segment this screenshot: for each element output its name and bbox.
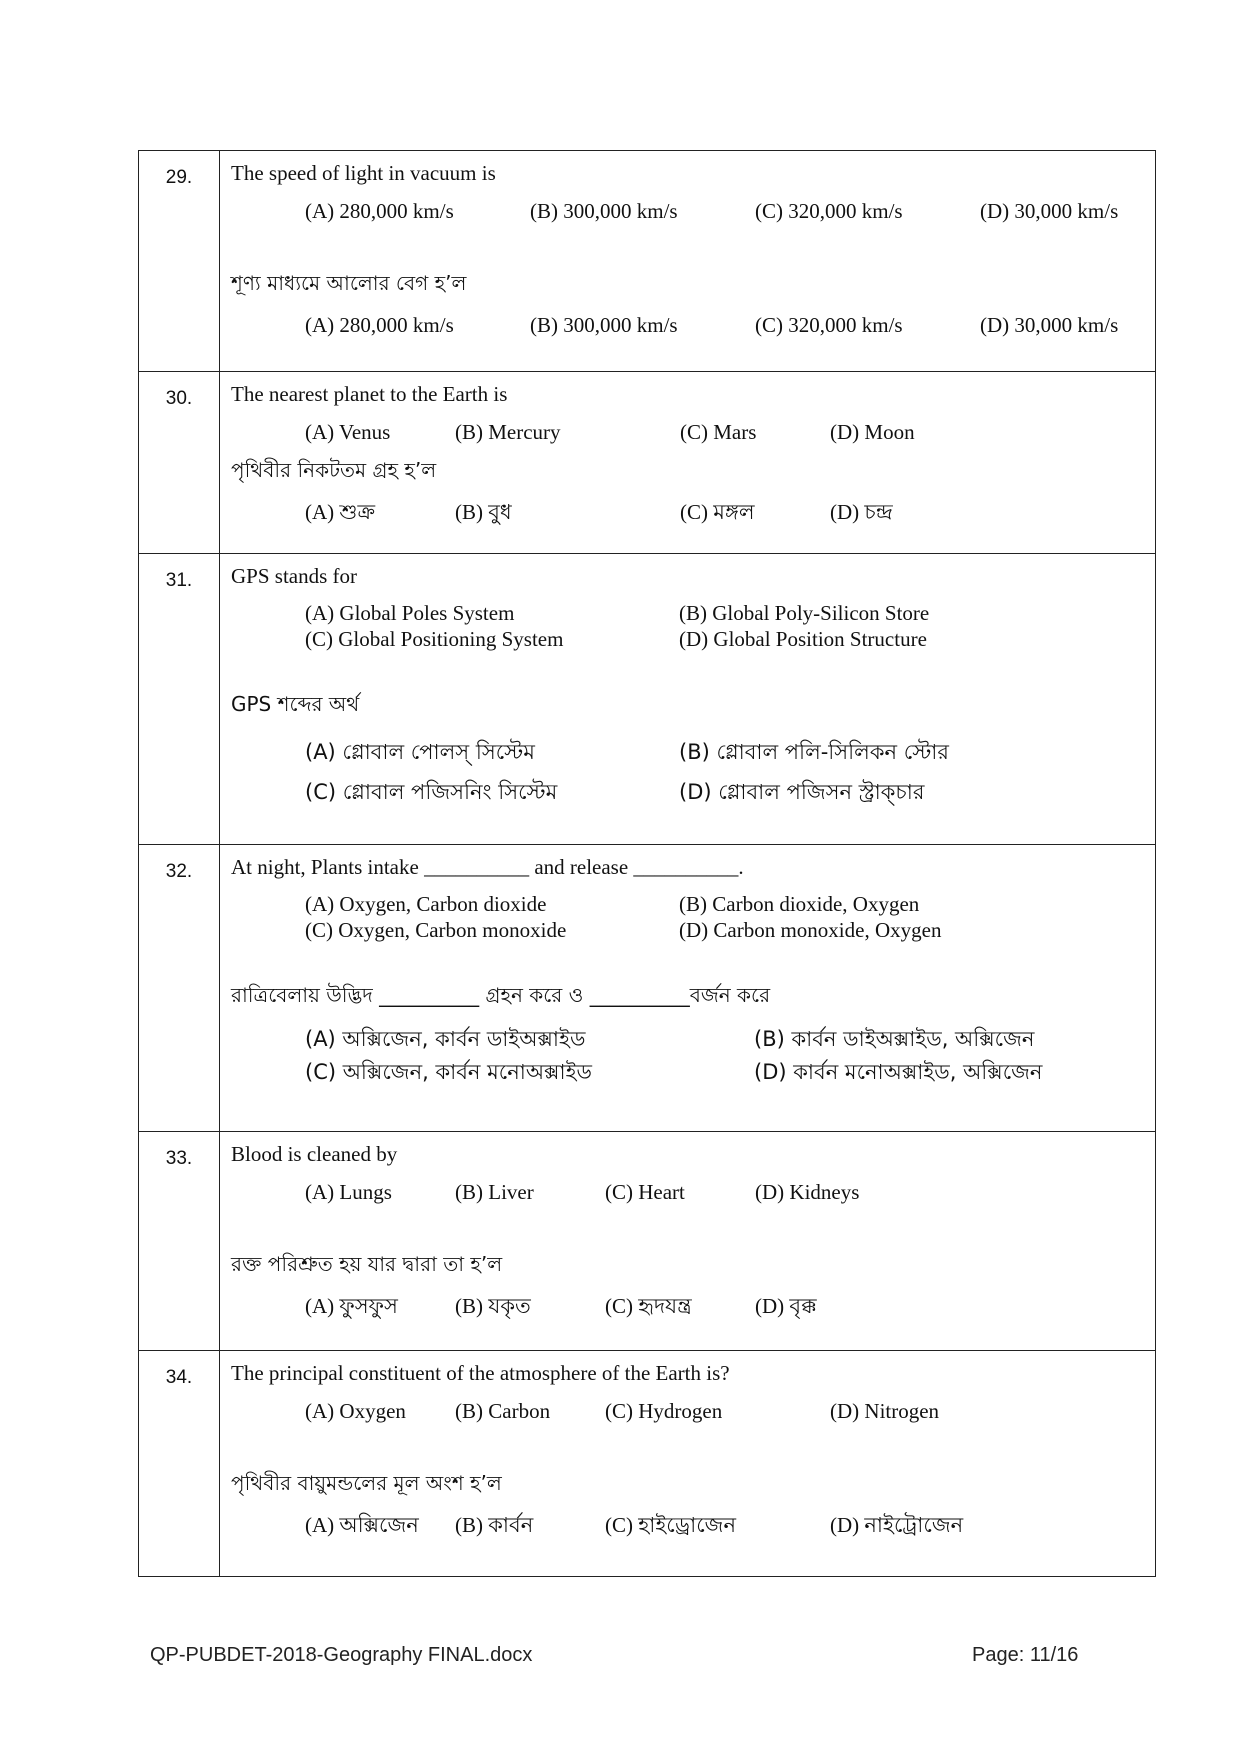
question-text-bn: পৃথিবীর নিকটতম গ্রহ হ’ল: [231, 458, 437, 482]
option-a: (A) 280,000 km/s: [305, 199, 454, 223]
question-text-en: The principal constituent of the atmosphere of the Earth is?: [231, 1361, 730, 1385]
option-a: (A) Oxygen, Carbon dioxide: [305, 892, 547, 916]
option-d: (D) Kidneys: [755, 1180, 860, 1204]
options-en: [231, 891, 1145, 943]
question-text-bn: শূণ্য মাধ্যমে আলোর বেগ হ’ল: [231, 271, 467, 295]
option-c: (C) 320,000 km/s: [755, 199, 903, 223]
options-en: [231, 1178, 1145, 1206]
option-d: (D) Moon: [830, 420, 915, 444]
option-d: (D) Carbon monoxide, Oxygen: [679, 918, 942, 942]
question-text-en: Blood is cleaned by: [231, 1142, 398, 1166]
option-b: (B) Carbon dioxide, Oxygen: [679, 892, 920, 916]
option-d: (D) বৃক্ক: [755, 1294, 817, 1318]
question-text-en: The nearest planet to the Earth is: [231, 382, 508, 406]
option-b: (B) 300,000 km/s: [530, 313, 678, 337]
option-a: (A) Lungs: [305, 1180, 392, 1204]
option-d: (D) চন্দ্র: [830, 500, 893, 524]
option-d: (D) কার্বন মনোঅক্সাইড, অক্সিজেন: [754, 1060, 1043, 1084]
option-c: (C) Global Positioning System: [305, 627, 564, 651]
option-a: (A) গ্লোবাল পোলস্ সিস্টেম: [305, 740, 535, 764]
question-number: 34.: [139, 1351, 220, 1577]
option-b: (B) বুধ: [455, 500, 512, 524]
option-b: (B) 300,000 km/s: [530, 199, 678, 223]
option-c: (C) অক্সিজেন, কার্বন মনোঅক্সাইড: [305, 1060, 592, 1084]
option-b: (B) যকৃত: [455, 1294, 531, 1318]
footer-page-number: Page: 11/16: [972, 1644, 1079, 1666]
footer-filename: QP-PUBDET-2018-Geography FINAL.docx: [150, 1644, 533, 1666]
question-text-en: The speed of light in vacuum is: [231, 161, 496, 185]
option-a: (A) ফুসফুস: [305, 1294, 398, 1318]
option-c: (C) Hydrogen: [605, 1399, 723, 1423]
question-text-bn: GPS শব্দের অর্থ: [231, 692, 360, 716]
question-number: 29.: [139, 151, 220, 372]
option-d: (D) Nitrogen: [830, 1399, 940, 1423]
options-en: [231, 1397, 1145, 1425]
question-text-bn: পৃথিবীর বায়ুমন্ডলের মূল অংশ হ’ল: [231, 1471, 502, 1495]
question-row-34: [139, 1351, 1156, 1577]
option-c: (C) হৃদযন্ত্র: [605, 1294, 692, 1318]
options-en: [231, 197, 1145, 225]
option-d: (D) নাইট্রোজেন: [830, 1513, 964, 1537]
option-d: (D) 30,000 km/s: [980, 199, 1119, 223]
option-c: (C) হাইড্রোজেন: [605, 1513, 736, 1537]
question-number: 33.: [139, 1132, 220, 1351]
question-row-32: [139, 845, 1156, 1132]
option-b: (B) গ্লোবাল পলি-সিলিকন স্টোর: [679, 740, 949, 764]
question-row-31: [139, 554, 1156, 845]
question-text-en: GPS stands for: [231, 564, 358, 588]
option-c: (C) Mars: [680, 420, 757, 444]
question-text-bn: রাত্রিবেলায় উদ্ভিদ __________ গ্রহন করে ও __________বর্জন করে: [231, 983, 771, 1007]
option-b: (B) কার্বন ডাইঅক্সাইড, অক্সিজেন: [754, 1027, 1035, 1051]
options-bn: [231, 498, 1145, 526]
option-b: (B) কার্বন: [455, 1513, 534, 1537]
option-a: (A) শুক্র: [305, 500, 376, 524]
option-b: (B) Carbon: [455, 1399, 551, 1423]
question-row-33: [139, 1132, 1156, 1351]
question-number: 32.: [139, 845, 220, 1132]
option-c: (C) 320,000 km/s: [755, 313, 903, 337]
question-row-29: [139, 151, 1156, 372]
options-en: [231, 418, 1145, 446]
options-bn: [231, 1292, 1145, 1320]
option-a: (A) অক্সিজেন, কার্বন ডাইঅক্সাইড: [305, 1027, 586, 1051]
option-d: (D) 30,000 km/s: [980, 313, 1119, 337]
option-c: (C) মঙ্গল: [680, 500, 755, 524]
options-bn: [231, 311, 1145, 339]
option-c: (C) গ্লোবাল পজিসনিং সিস্টেম: [305, 780, 558, 804]
options-bn: [231, 732, 1145, 812]
option-c: (C) Heart: [605, 1180, 685, 1204]
question-number: 31.: [139, 554, 220, 845]
option-d: (D) গ্লোবাল পজিসন স্ট্রাক্চার: [679, 780, 925, 804]
option-a: (A) Venus: [305, 420, 391, 444]
option-b: (B) Global Poly-Silicon Store: [679, 601, 930, 625]
options-bn: [231, 1511, 1145, 1539]
question-row-30: [139, 372, 1156, 554]
option-c: (C) Oxygen, Carbon monoxide: [305, 918, 567, 942]
options-bn: [231, 1023, 1145, 1089]
questions-table: [138, 150, 1156, 1577]
option-a: (A) Global Poles System: [305, 601, 515, 625]
option-d: (D) Global Position Structure: [679, 627, 927, 651]
question-text-en: At night, Plants intake __________ and release __________.: [231, 855, 744, 879]
question-text-bn: রক্ত পরিশ্রুত হয় যার দ্বারা তা হ’ল: [231, 1252, 503, 1276]
option-b: (B) Liver: [455, 1180, 534, 1204]
option-a: (A) Oxygen: [305, 1399, 406, 1423]
options-en: [231, 600, 1145, 652]
option-a: (A) অক্সিজেন: [305, 1513, 419, 1537]
option-b: (B) Mercury: [455, 420, 561, 444]
question-number: 30.: [139, 372, 220, 554]
option-a: (A) 280,000 km/s: [305, 313, 454, 337]
